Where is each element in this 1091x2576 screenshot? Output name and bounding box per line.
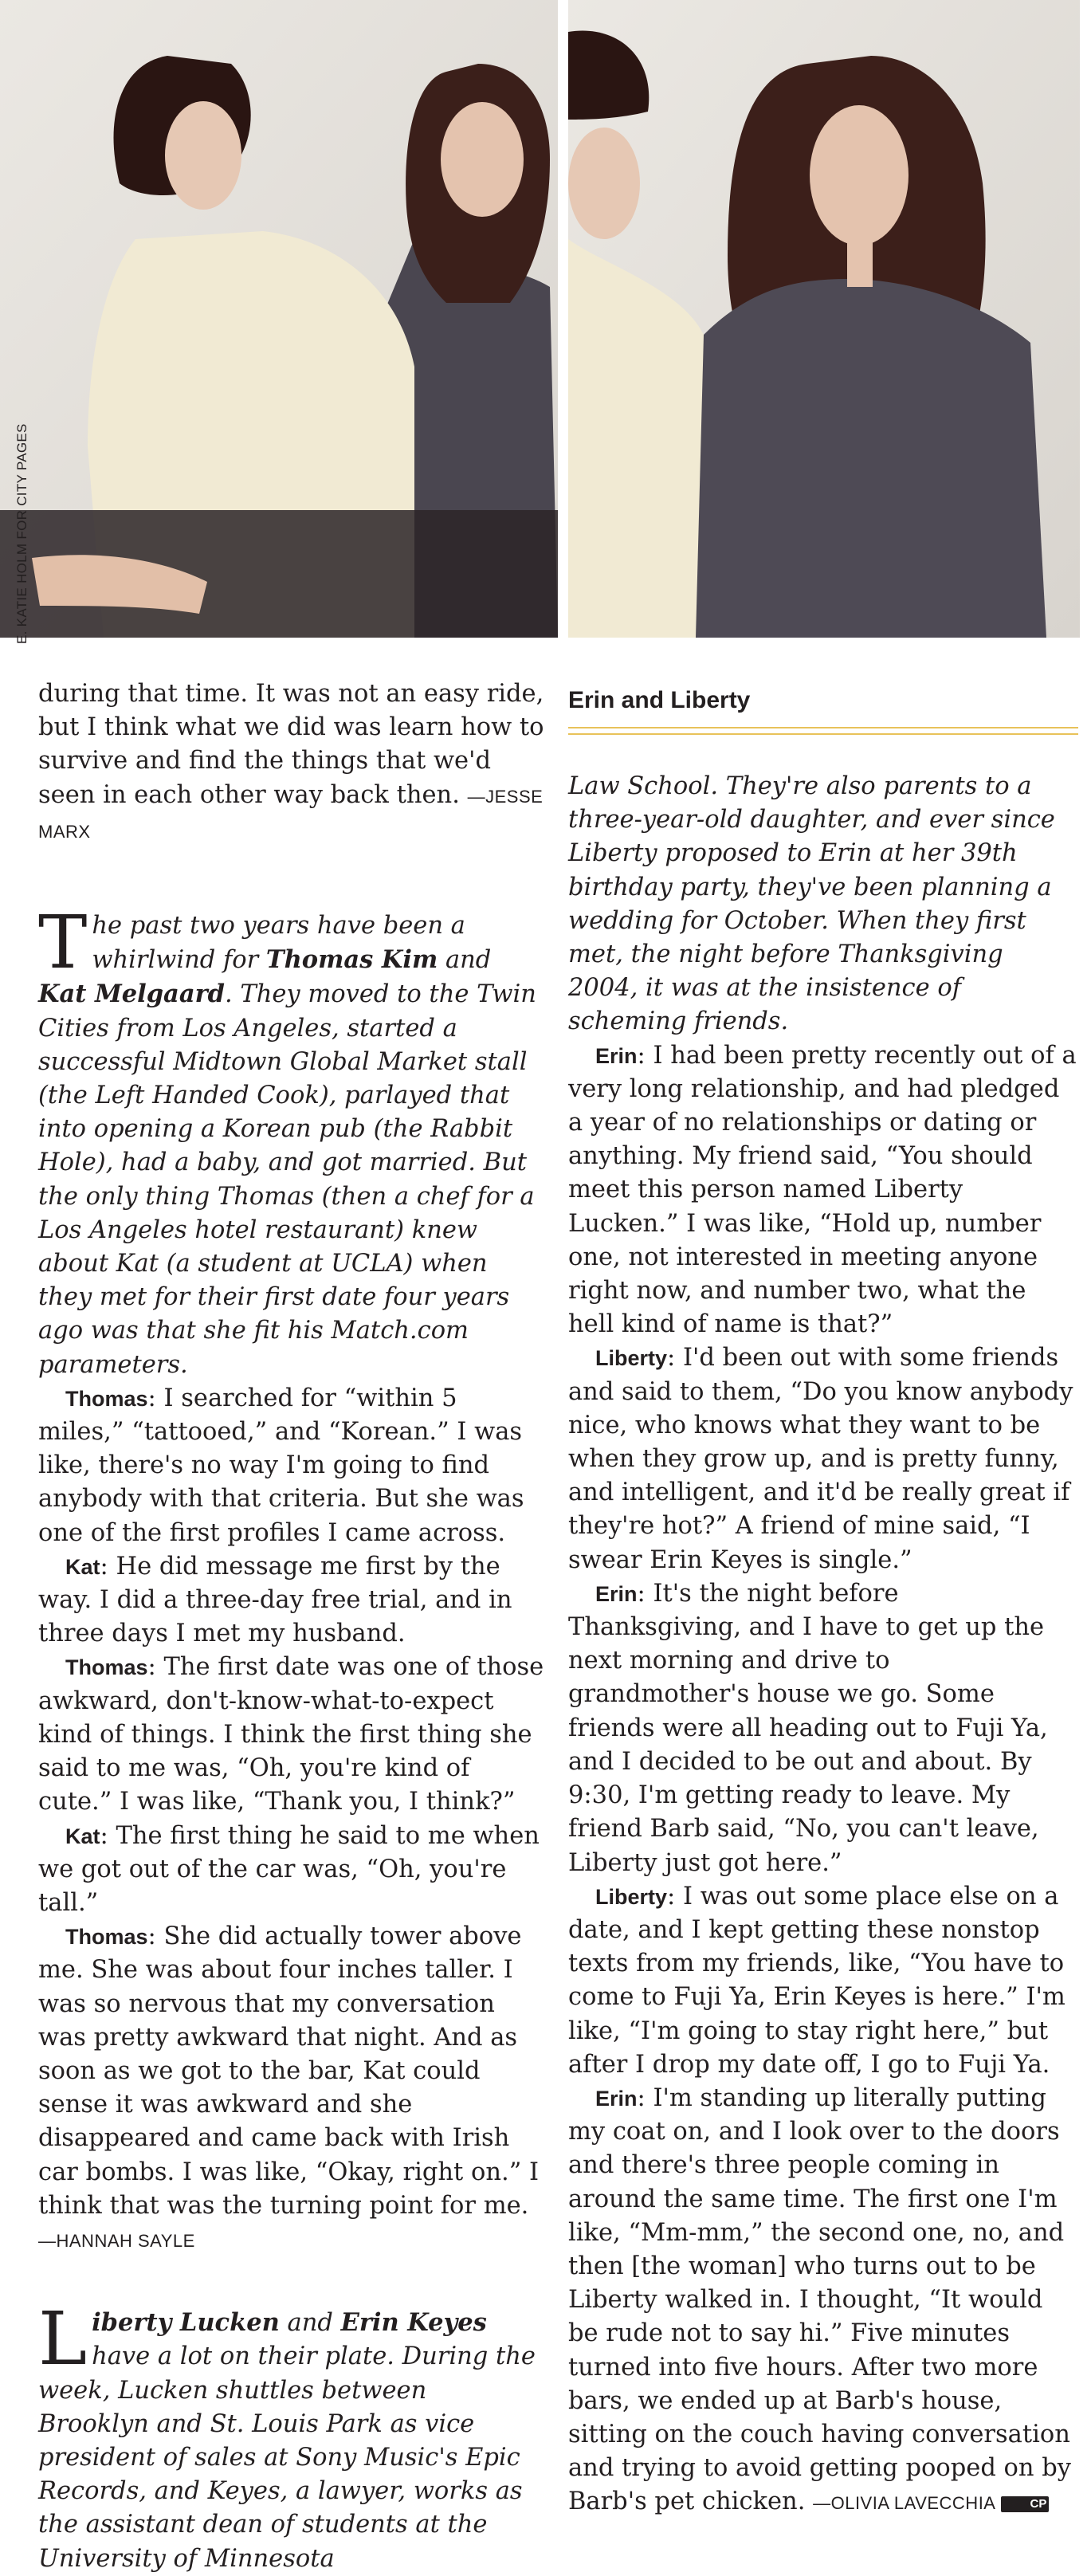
photo-right-image: [568, 0, 1080, 638]
speaker: Erin: [595, 1043, 638, 1068]
byline-jesse-marx: —JESSE MARX: [38, 786, 544, 842]
story-kim-melgaard-intro: [38, 900, 544, 1382]
speaker: Thomas: [65, 1386, 148, 1411]
photo-credit: E. KATIE HOLM FOR CITY PAGES: [14, 423, 29, 644]
intro-text: he past two years have been a whirlwind for: [92, 912, 465, 975]
dialogue-text: : I'm standing up literally putting my coat on, and I look over to the doors and there's three people coming in around the same time. The first one I'm like, “Mm-mm,” the second one, no, and then [the woman] who turns out to be Liberty walked in. I thought, “It would be rude not to say hi.” Five minutes turned into five hours. After two more bars, we ended up at Barb's house, sitting on the couch having conversation and trying to avoid getting pooped on by Barb's pet chicken.: [568, 2083, 1071, 2516]
speaker: Erin: [595, 2086, 638, 2111]
dialogue-paragraph: [568, 1039, 1078, 1342]
dialogue-paragraph: [38, 1550, 544, 1651]
intro-text: and: [279, 2309, 341, 2338]
drop-cap: L: [38, 2296, 88, 2382]
photo-left: [0, 0, 558, 638]
name-thomas-kim: Thomas Kim: [265, 945, 438, 975]
speaker: Liberty: [595, 1884, 668, 1909]
speaker: Thomas: [65, 1925, 148, 1950]
dialogue-text: : I searched for “within 5 miles,” “tattooed,” and “Korean.” I was like, there's no way I'm going to find anybody with that criteria. But she was one of the first profiles I came across.: [38, 1384, 524, 1547]
end-mark-logo: CP: [1001, 2496, 1050, 2512]
byline-hannah-sayle: —HANNAH SAYLE: [38, 2230, 195, 2251]
name-erin-keyes: Erin Keyes: [340, 2308, 487, 2338]
story-erin-liberty-intro: [38, 2296, 544, 2576]
dialogue-paragraph: [568, 1341, 1078, 1577]
speaker: Liberty: [595, 1346, 668, 1371]
name-liberty-lucken: iberty Lucken: [92, 2308, 280, 2338]
name-kat-melgaard: Kat Melgaard: [38, 980, 225, 1009]
continued-text: during that time. It was not an easy ride, but I think what we did was learn how to survive and find the things that we'd seen in each other way back then.: [38, 680, 544, 809]
dialogue-text: : I'd been out with some friends and said to them, “Do you know anybody nice, who knows what they want to be when they grow up, and is pretty funny, and intelligent, and it'd be really great if they're hot?” A friend of mine said, “I swear Erin Keyes is single.”: [568, 1344, 1073, 1574]
dialogue-paragraph: [38, 1920, 544, 2258]
heading-rule: [568, 727, 1078, 728]
dialogue-text: : I had been pretty recently out of a very long relationship, and had pledged a year of no relationships or dating or anything. My friend said, “You should meet this person named Liberty Lucken.” I was like, “Hold up, number one, not interested in meeting anyone right now, and number two, what the hell kind of name is that?”: [568, 1041, 1077, 1339]
photo-right: [568, 0, 1080, 638]
dialogue-paragraph: [568, 1577, 1078, 1880]
speaker: Thomas: [65, 1655, 148, 1680]
dialogue-text: : I was out some place else on a date, and I kept getting these nonstop texts from my friends, like, “You have to come to Fuji Ya, Erin Keyes is here.” I'm like, “I'm going to stay right here,” but after I drop my date off, I go to Fuji Ya.: [568, 1882, 1065, 2079]
left-column: [38, 677, 544, 2576]
dialogue-paragraph: [568, 1880, 1078, 2082]
right-column: [568, 677, 1078, 2521]
speaker: Kat: [65, 1554, 100, 1579]
photo-left-image: [0, 0, 558, 638]
dialogue-text: : The first date was one of those awkward, don't-know-what-to-expect kind of things. I think the first thing she said to me was, “Oh, you're kind of cute.” I was like, “Thank you, I think?”: [38, 1653, 544, 1816]
intro-text: have a lot on their plate. During the week, Lucken shuttles between Brooklyn and St. Louis Park as vice president of sales at Sony Music's Epic Records, and Keyes, a lawyer, works as the assistant dean of students at the University of Minnesota: [38, 2342, 536, 2573]
dialogue-paragraph: [38, 1651, 544, 1819]
dialogue-paragraph: [568, 2082, 1078, 2521]
byline-olivia-lavecchia: —OLIVIA LAVECCHIA: [813, 2493, 996, 2514]
intro-continued: Law School. They're also parents to a three-year-old daughter, and ever since Liberty proposed to Erin at her 39th birthday party, they've been planning a wedding for October. When they first met, the night before Thanksgiving 2004, it was at the insistence of scheming friends.: [568, 772, 1055, 1036]
continued-paragraph: [38, 677, 544, 849]
dialogue-paragraph: [38, 1382, 544, 1550]
drop-cap: T: [38, 900, 88, 986]
speaker: Kat: [65, 1824, 100, 1848]
dialogue-paragraph: [38, 1820, 544, 1921]
dialogue-text: : It's the night before Thanksgiving, and I have to get up the next morning and drive to grandmother's house we go. Some friends were all heading out to Fuji Ya, and I decided to be out and about. By 9:30, I'm getting ready to leave. My friend Barb said, “No, you can't leave, Liberty just got here.”: [568, 1579, 1048, 1877]
intro-text: . They moved to the Twin Cities from Los Angeles, started a successful Midtown Global Market stall (the Left Handed Cook), parlayed that into opening a Korean pub (the Rabbit Hole), had a baby, and got married. But the only thing Thomas (then a chef for a Los Angeles hotel restaurant) knew about Kat (a student at UCLA) when they met for their first date four years ago was that she fit his Match.com parameters.: [38, 980, 536, 1379]
intro-text: and: [438, 946, 492, 975]
dialogue-text: : The first thing he said to me when we got out of the car was, “Oh, you're tall.”: [38, 1821, 540, 1917]
section-heading: Erin and Liberty: [568, 687, 751, 713]
dialogue-text: : He did message me first by the way. I did a three-day free trial, and in three days I met my husband.: [38, 1552, 512, 1648]
speaker: Erin: [595, 1581, 638, 1606]
dialogue-text: : She did actually tower above me. She was about four inches taller. I was so nervous that my conversation was pretty awkward that night. And as soon as we got to the bar, Kat could sense it was awkward and she disappeared and came back with Irish car bombs. I was like, “Okay, right on.” I think that was the turning point for me.: [38, 1922, 540, 2220]
